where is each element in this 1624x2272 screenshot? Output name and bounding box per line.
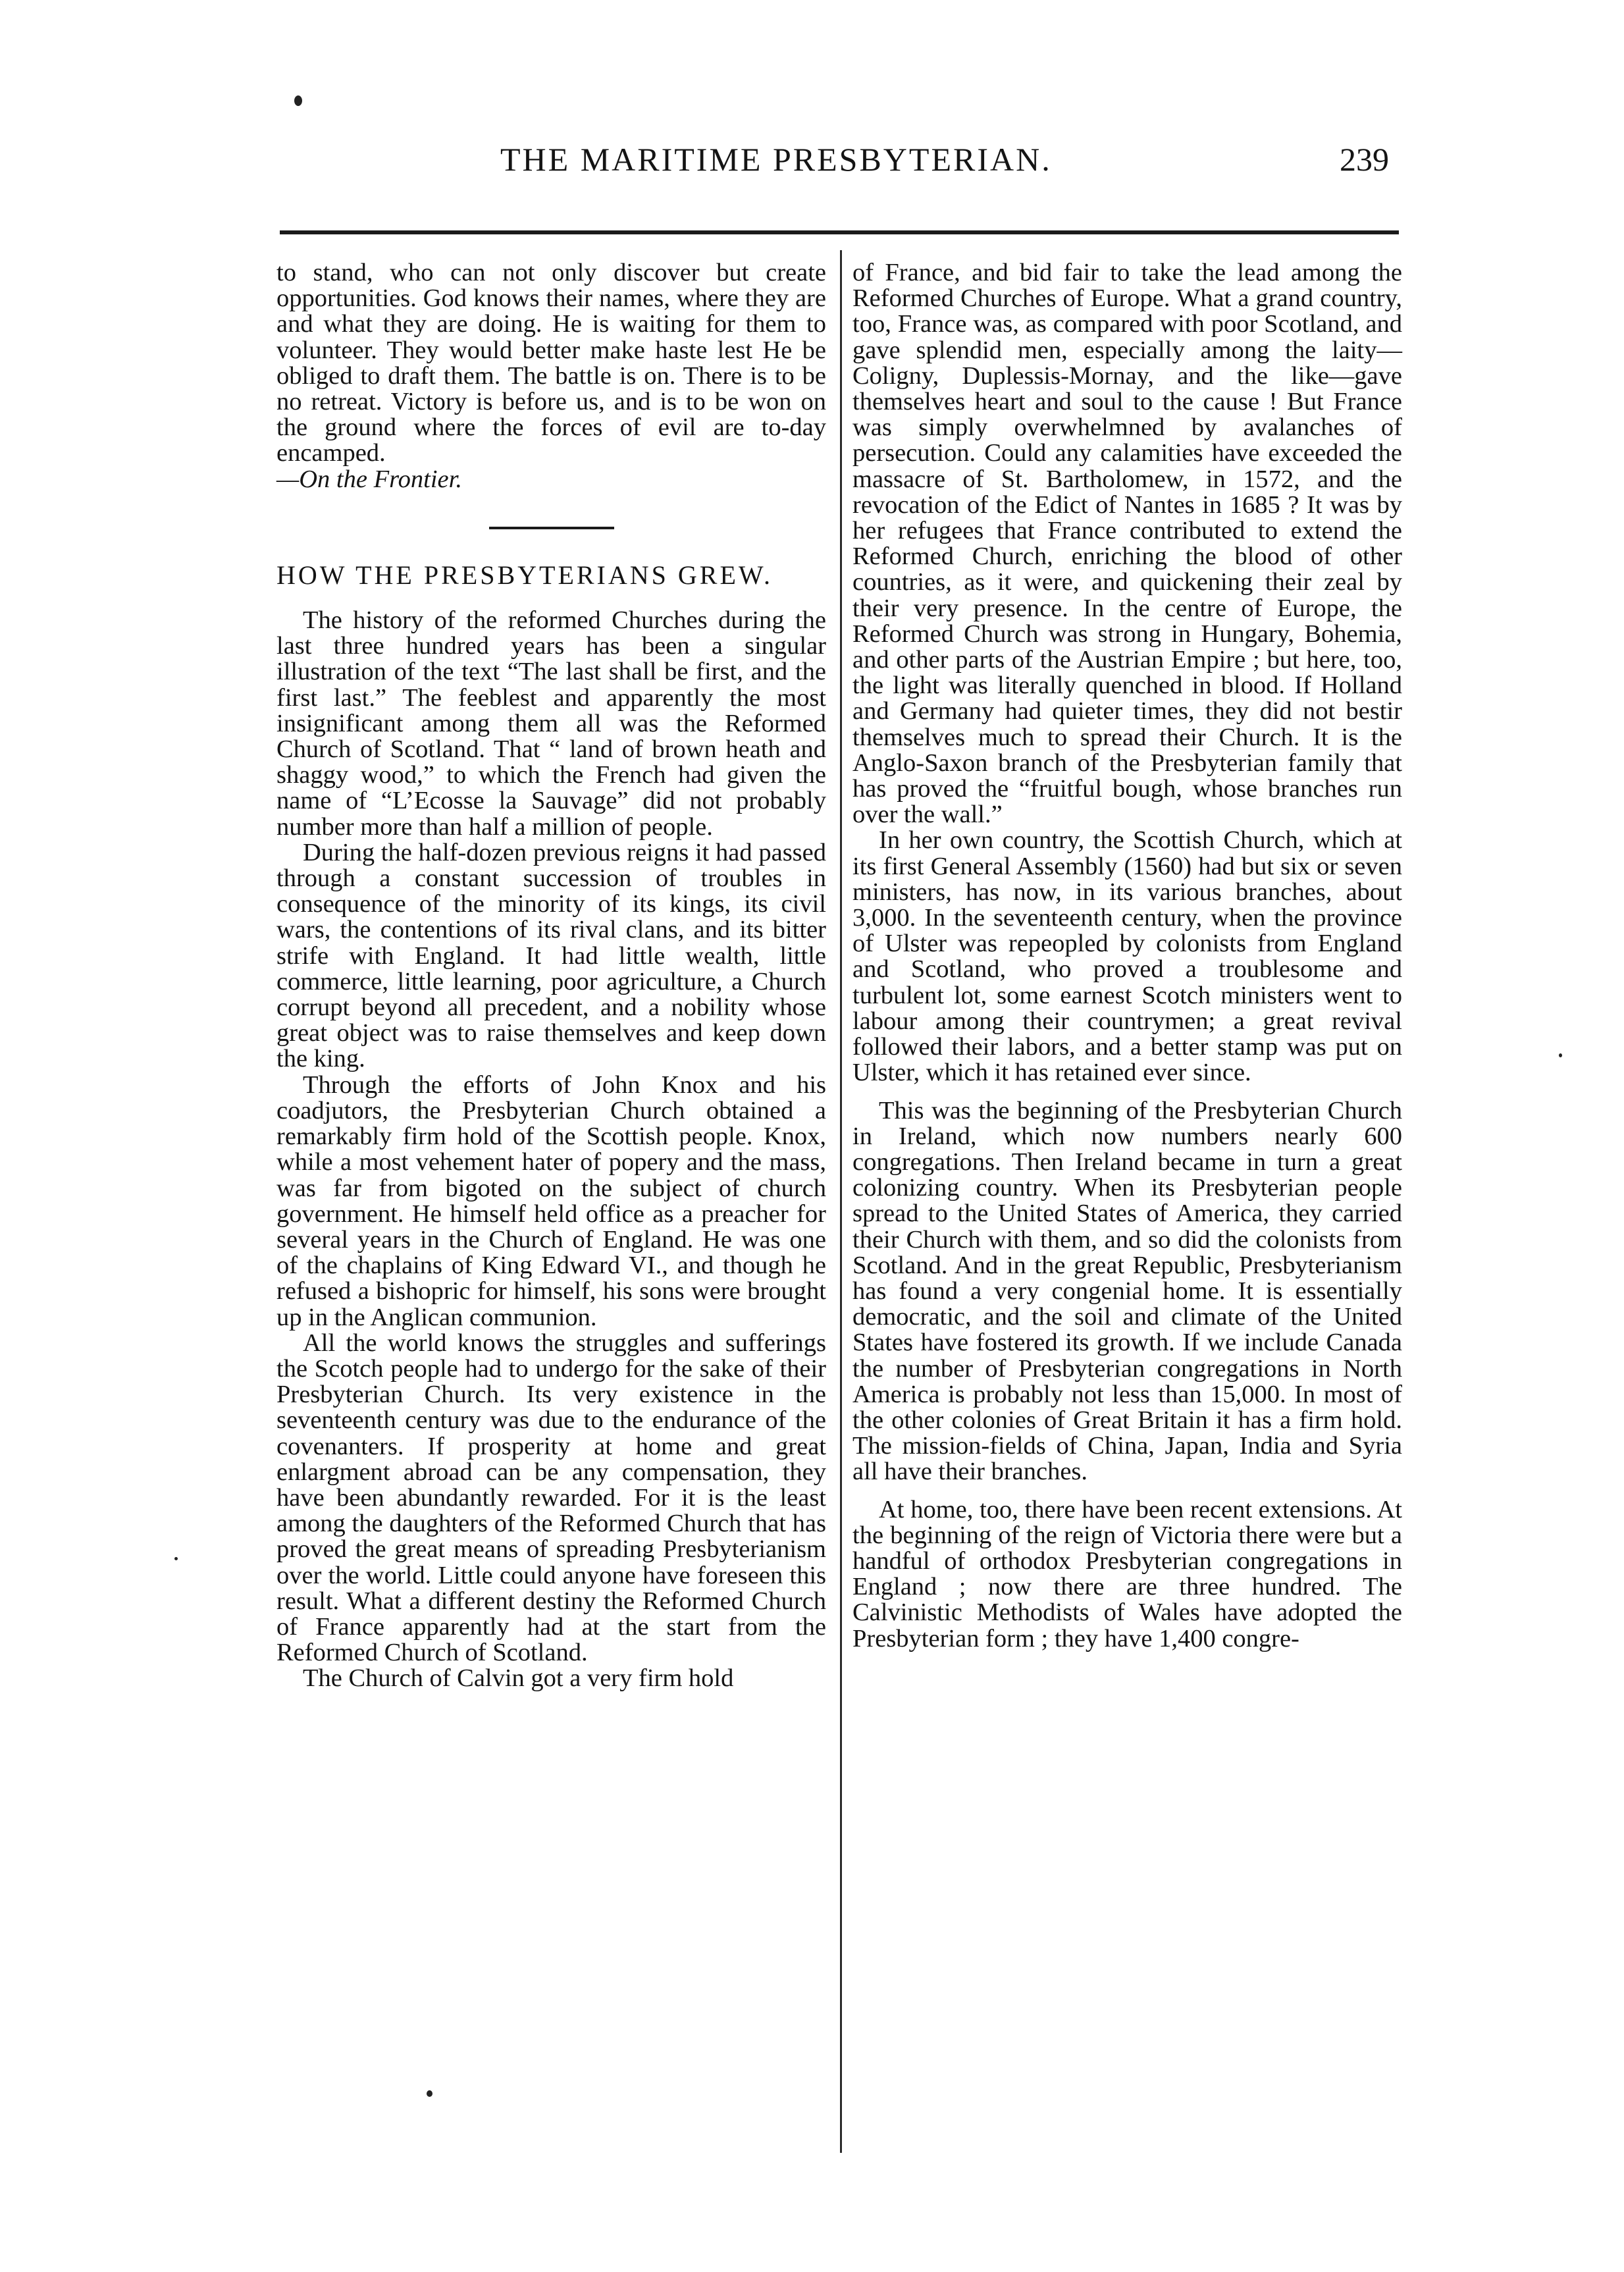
right-column [852, 260, 1402, 1652]
article-paragraph: At home, too, there have been recent extensions. At the beginning of the reign of Victoria there were but a handful of orthodox Presbyterian congregations in England ; now there are three hundred. The Calvinistic Methodists of Wales have adopted the Presbyterian form ; they have 1,400 congre- [852, 1495, 1402, 1652]
ink-speck [427, 2090, 432, 2097]
article-paragraph: of France, and bid fair to take the lead among the Reformed Churches of Europe. What a grand country, too, France was, as compared with poor Scotland, and gave splendid men, especially among the laity—Coligny, Duplessis-Mornay, and the like—gave themselves heart and soul to the cause ! But France was simply overwhelmned by avalanches of persecution. Could any calamities have exceeded the massacre of St. Bartholomew, in 1572, and the revocation of the Edict of Nantes in 1685 ? It was by her refugees that France contributed to extend the Reformed Church, enriching the blood of other countries, as it were, and quickening their zeal by their very presence. In the centre of Europe, the Reformed Church was strong in Hungary, Bohemia, and other parts of the Austrian Empire ; but here, too, the light was literally quenched in blood. If Holland and Germany had quieter times, they did not bestir themselves much to spread their Church. It is the Anglo-Saxon branch of the Presbyterian family that has proved the “fruitful bough, whose branches run over the wall.” [852, 259, 1402, 829]
intro-paragraph: to stand, who can not only discover but create opportunities. God knows their names, where they are and what they are doing. He is waiting for them to volunteer. They would better make haste lest He be obliged to draft them. The battle is on. There is to be no retreat. Victory is before us, and is to be won on the ground where the forces of evil are to-day encamped. [276, 259, 826, 467]
article-paragraph: The Church of Calvin got a very firm hold [303, 1664, 734, 1693]
ink-speck [1559, 1053, 1562, 1057]
article-paragraph: During the half-dozen previous reigns it had passed through a constant succession of troubles in consequence of the minority of its kings, its civil wars, the contentions of its rival clans, and its bitter strife with England. It had little wealth, little commerce, little learning, poor agriculture, a Church corrupt beyond all precedent, and a nobility whose great object was to raise themselves and keep down the king. [276, 838, 826, 1073]
publication-title: THE MARITIME PRESBYTERIAN. [500, 141, 1052, 178]
ink-speck [174, 1557, 178, 1560]
page-number: 239 [1340, 141, 1389, 178]
article-paragraph: In her own country, the Scottish Church, which at its first General Assembly (1560) had but six or seven ministers, has now, in its various branches, about 3,000. In the seventeenth century, when the province of Ulster was repeopled by colonists from England and Scotland, who proved a troublesome and turbulent lot, some earnest Scotch ministers went to labour among their countrymen; a great revival followed their labors, and a better stamp was put on Ulster, which it has retained ever since. [852, 826, 1402, 1087]
column-divider [840, 250, 842, 2153]
running-header [270, 140, 1389, 188]
left-column [276, 260, 826, 1692]
intro-credit: —On the Frontier. [276, 465, 462, 493]
header-rule [280, 230, 1399, 234]
section-heading: HOW THE PRESBYTERIANS GREW. [276, 560, 773, 590]
article-paragraph: The history of the reformed Churches during the last three hundred years has been a singular illustration of the text “The last shall be first, and the first last.” The feeblest and apparently the most insignificant among them all was the Reformed Church of Scotland. That “ land of brown heath and shaggy wood,” to which the French had given the name of “L’Ecosse la Sauvage” did not probably number more than half a million of people. [276, 606, 826, 841]
ink-speck [294, 95, 302, 106]
article-paragraph: All the world knows the struggles and sufferings the Scotch people had to undergo for the sake of their Presbyterian Church. Its very existence in the seventeenth century was due to the endurance of the covenanters. If prosperity at home and great enlargment abroad can be any compensation, they have been abundantly rewarded. For it is the least among the daughters of the Reformed Church that has proved the great means of spreading Presbyterianism over the world. Little could anyone have foreseen this result. What a different destiny the Reformed Church of France apparently had at the start from the Reformed Church of Scotland. [276, 1329, 826, 1667]
section-rule [489, 527, 614, 529]
article-paragraph: This was the beginning of the Presbyterian Church in Ireland, which now numbers nearly 600 congregations. Then Ireland became in turn a great colonizing country. When its Presbyterian people spread to the United States of America, they carried their Church with them, and so did the colonists from Scotland. And in the great Republic, Presbyterianism has found a very congenial home. It is essentially democratic, and the soil and climate of the United States have fostered its growth. If we include Canada the number of Presbyterian congregations in North America is probably not less than 15,000. In most of the other colonies of Great Britain it has a firm hold. The mission-fields of China, Japan, India and Syria all have their branches. [852, 1096, 1402, 1486]
article-paragraph: Through the efforts of John Knox and his coadjutors, the Presbyterian Church obtained a remarkably firm hold of the Scottish people. Knox, while a most vehement hater of popery and the mass, was far from bigoted on the subject of church government. He himself held office as a preacher for several years in the Church of England. He was one of the chaplains of King Edward VI., and though he refused a bishopric for himself, his sons were brought up in the Anglican communion. [276, 1070, 826, 1331]
